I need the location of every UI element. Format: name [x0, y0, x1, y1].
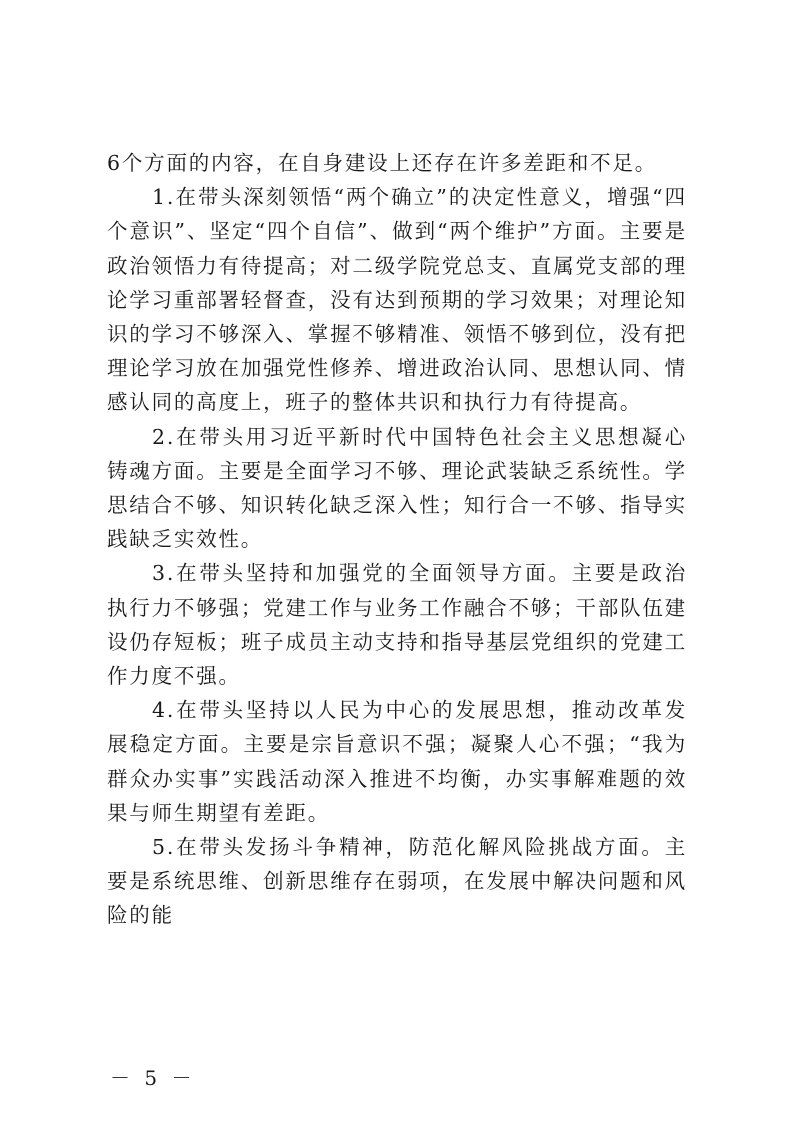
paragraph-item-2: 2.在带头用习近平新时代中国特色社会主义思想凝心铸魂方面。主要是全面学习不够、理论武装缺乏系统性。学思结合不够、知识转化缺乏深入性；知行合一不够、指导实践缺乏实效性。 — [107, 424, 687, 552]
paragraph-item-1: 1.在带头深刻领悟“两个确立”的决定性意义，增强“四个意识”、坚定“四个自信”、做到“两个维护”方面。主要是政治领悟力有待提高；对二级学院党总支、直属党支部的理论学习重部署轻督查，没有达到预期的学习效果；对理论知识的学习不够深入、掌握不够精准、领悟不够到位，没有把理论学习放在加强党性修养、增进政治认同、思想认同、情感认同的高度上，班子的整体共识和执行力有待提高。 — [107, 185, 687, 415]
paragraph-item-4: 4.在带头坚持以人民为中心的发展思想，推动改革发展稳定方面。主要是宗旨意识不强；凝聚人心不强；“我为群众办实事”实践活动深入推进不均衡，办实事解难题的效果与师生期望有差距。 — [107, 698, 687, 825]
paragraph-item-3: 3.在带头坚持和加强党的全面领导方面。主要是政治执行力不够强；党建工作与业务工作融合不够；干部队伍建设仍存短板；班子成员主动支持和指导基层党组织的党建工作力度不强。 — [107, 561, 687, 689]
paragraph-item-5: 5.在带头发扬斗争精神，防范化解风险挑战方面。主要是系统思维、创新思维存在弱项，在发展中解决问题和风险的能 — [107, 835, 687, 928]
document-body — [107, 146, 687, 933]
page-number: － 5 － — [110, 1066, 196, 1090]
paragraph-continuation: 6个方面的内容，在自身建设上还存在许多差距和不足。 — [107, 151, 658, 175]
